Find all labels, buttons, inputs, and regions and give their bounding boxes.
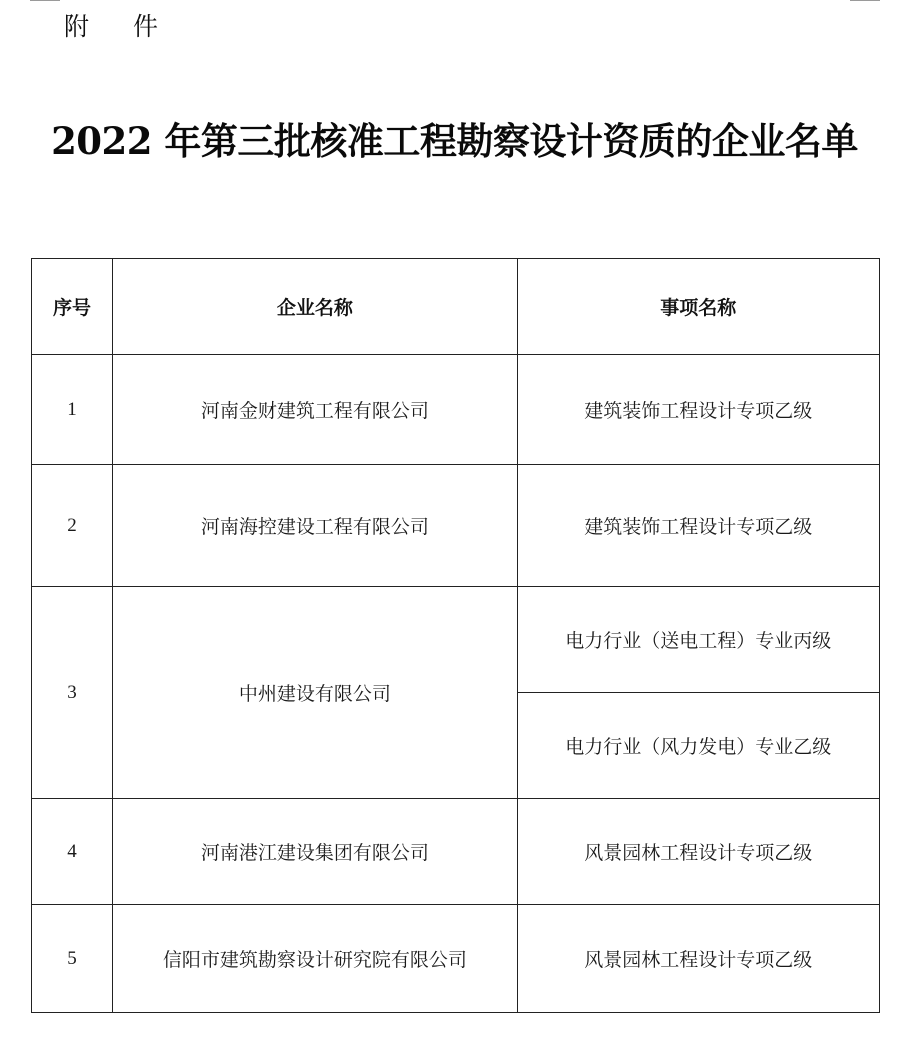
item-name: 电力行业（风力发电）专业乙级 [517, 693, 879, 799]
item-name: 电力行业（送电工程）专业丙级 [517, 587, 879, 693]
company-name: 河南金财建筑工程有限公司 [113, 355, 517, 465]
row-index: 3 [32, 587, 113, 799]
company-name: 河南港江建设集团有限公司 [113, 799, 517, 905]
row-index: 5 [32, 905, 113, 1013]
company-name: 河南海控建设工程有限公司 [113, 465, 517, 587]
company-name: 中州建设有限公司 [113, 587, 517, 799]
item-name: 建筑装饰工程设计专项乙级 [517, 355, 879, 465]
item-name: 风景园林工程设计专项乙级 [517, 905, 879, 1013]
document-title: 2022 年第三批核准工程勘察设计资质的企业名单 [51, 119, 858, 163]
header-index: 序号 [32, 259, 113, 355]
company-list-table [31, 258, 880, 1013]
row-index: 1 [32, 355, 113, 465]
row-index: 4 [32, 799, 113, 905]
table-header-row [32, 259, 880, 355]
page-corner-mark-right [850, 0, 880, 1]
table-row [32, 355, 880, 465]
table-row [32, 465, 880, 587]
item-name: 风景园林工程设计专项乙级 [517, 799, 879, 905]
header-item-name: 事项名称 [517, 259, 879, 355]
item-name: 建筑装饰工程设计专项乙级 [517, 465, 879, 587]
page-corner-mark-left [30, 0, 60, 1]
table-row [32, 905, 880, 1013]
table-row [32, 799, 880, 905]
row-index: 2 [32, 465, 113, 587]
header-company-name: 企业名称 [113, 259, 517, 355]
company-name: 信阳市建筑勘察设计研究院有限公司 [113, 905, 517, 1013]
attachment-label: 附 件 [64, 12, 176, 41]
table-row [32, 587, 880, 693]
